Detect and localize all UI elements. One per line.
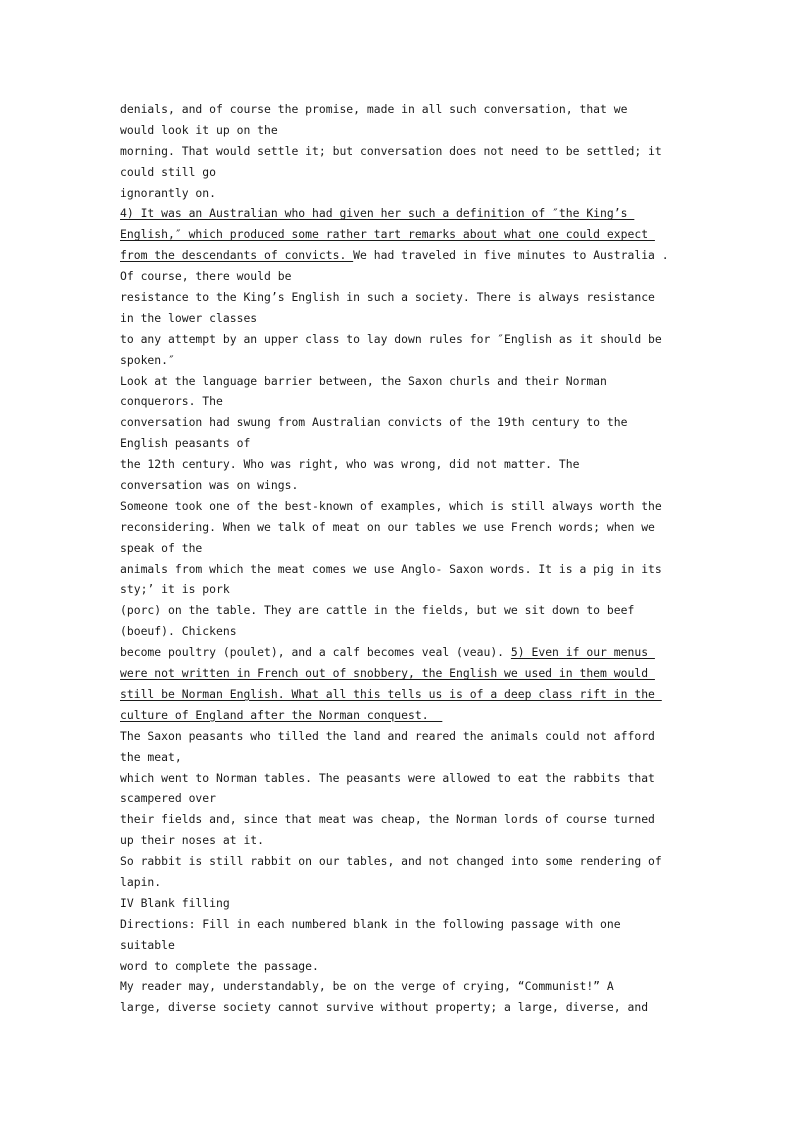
text-line — [120, 830, 680, 851]
text-line — [120, 747, 680, 768]
text-segment: would look it up on the — [120, 122, 278, 137]
underlined-text: still be Norman English. What all this tells us is of a deep class rift in the — [120, 686, 662, 701]
text-line — [120, 705, 680, 726]
text-segment: their fields and, since that meat was cheap, the Norman lords of course turned — [120, 812, 655, 827]
underlined-text: from the descendants of convicts. — [120, 248, 354, 263]
text-segment: So rabbit is still rabbit on our tables, and not changed into some rendering of — [120, 854, 662, 869]
text-segment: lapin. — [120, 874, 162, 889]
text-segment: English peasants of — [120, 436, 251, 451]
text-line — [120, 956, 680, 977]
text-line — [120, 538, 680, 559]
text-line — [120, 621, 680, 642]
text-segment: scampered over — [120, 791, 217, 806]
text-line — [120, 726, 680, 747]
text-segment: spoken.″ — [120, 352, 175, 367]
text-line — [120, 245, 680, 266]
text-segment: large, diverse society cannot survive without property; a large, diverse, and — [120, 1000, 649, 1015]
text-line — [120, 162, 680, 183]
text-line — [120, 120, 680, 141]
text-segment: sty;’ it is pork — [120, 582, 230, 597]
text-line — [120, 412, 680, 433]
text-line — [120, 391, 680, 412]
text-line — [120, 141, 680, 162]
text-line — [120, 203, 680, 224]
text-segment: We had traveled in five minutes to Australia . — [353, 248, 669, 263]
text-segment: to any attempt by an upper class to lay down rules for ″English as it should be — [120, 331, 662, 346]
underlined-text: 5) Even if our menus — [510, 645, 655, 660]
text-segment: reconsidering. When we talk of meat on our tables we use French words; when we — [120, 519, 655, 534]
text-line — [120, 914, 680, 935]
text-line — [120, 224, 680, 245]
text-line — [120, 768, 680, 789]
text-line — [120, 642, 680, 663]
text-line — [120, 600, 680, 621]
text-line — [120, 788, 680, 809]
text-segment: IV Blank filling — [120, 895, 230, 910]
text-line — [120, 851, 680, 872]
text-line — [120, 663, 680, 684]
text-line — [120, 809, 680, 830]
text-line — [120, 496, 680, 517]
text-line — [120, 308, 680, 329]
text-segment: in the lower classes — [120, 310, 258, 325]
text-line — [120, 183, 680, 204]
text-segment: which went to Norman tables. The peasants were allowed to eat the rabbits that — [120, 770, 655, 785]
text-segment: (porc) on the table. They are cattle in the fields, but we sit down to beef — [120, 603, 635, 618]
text-line — [120, 350, 680, 371]
text-line — [120, 433, 680, 454]
text-segment: the meat, — [120, 749, 182, 764]
text-segment: denials, and of course the promise, made in all such conversation, that we — [120, 102, 628, 116]
text-segment: Directions: Fill in each numbered blank in the following passage with one — [120, 916, 621, 931]
text-segment: Someone took one of the best-known of examples, which is still always worth the — [120, 498, 662, 513]
text-line — [120, 99, 680, 120]
text-segment: speak of the — [120, 540, 203, 555]
text-segment: suitable — [120, 937, 175, 952]
text-line — [120, 579, 680, 600]
text-line — [120, 287, 680, 308]
text-segment: word to complete the passage. — [120, 958, 319, 973]
text-segment: Look at the language barrier between, the Saxon churls and their Norman — [120, 373, 607, 388]
text-segment: resistance to the King’s English in such a society. There is always resistance — [120, 290, 655, 305]
text-line — [120, 684, 680, 705]
text-segment: Of course, there would be — [120, 269, 292, 284]
text-segment: conquerors. The — [120, 394, 223, 409]
text-segment: animals from which the meat comes we use Anglo- Saxon words. It is a pig in its — [120, 561, 662, 576]
text-segment: The Saxon peasants who tilled the land and reared the animals could not afford — [120, 728, 655, 743]
text-line — [120, 329, 680, 350]
underlined-text: were not written in French out of snobbery, the English we used in them would — [120, 666, 655, 681]
text-segment: My reader may, understandably, be on the verge of crying, “Communist!” A — [120, 979, 614, 994]
text-segment: become poultry (poulet), and a calf becomes veal (veau). — [120, 645, 511, 660]
underlined-text: English,″ which produced some rather tart remarks about what one could expect — [120, 227, 655, 242]
text-segment: morning. That would settle it; but conversation does not need to be settled; it — [120, 143, 662, 158]
text-segment: conversation was on wings. — [120, 478, 299, 493]
text-line — [120, 872, 680, 893]
text-segment: (boeuf). Chickens — [120, 624, 237, 639]
document-body — [120, 99, 680, 1018]
text-segment: could still go — [120, 164, 217, 179]
underlined-text: 4) It was an Australian who had given her such a definition of ″the King’s — [120, 206, 635, 221]
text-segment: conversation had swung from Australian convicts of the 19th century to the — [120, 415, 628, 430]
text-line — [120, 559, 680, 580]
text-line — [120, 997, 680, 1018]
text-line — [120, 475, 680, 496]
text-line — [120, 517, 680, 538]
text-line — [120, 976, 680, 997]
text-line — [120, 454, 680, 475]
text-segment: up their noses at it. — [120, 833, 265, 848]
text-line — [120, 893, 680, 914]
text-line — [120, 371, 680, 392]
text-segment: the 12th century. Who was right, who was wrong, did not matter. The — [120, 457, 580, 472]
underlined-text: culture of England after the Norman conquest. — [120, 707, 443, 722]
text-segment: ignorantly on. — [120, 185, 217, 200]
text-line — [120, 266, 680, 287]
text-line — [120, 935, 680, 956]
